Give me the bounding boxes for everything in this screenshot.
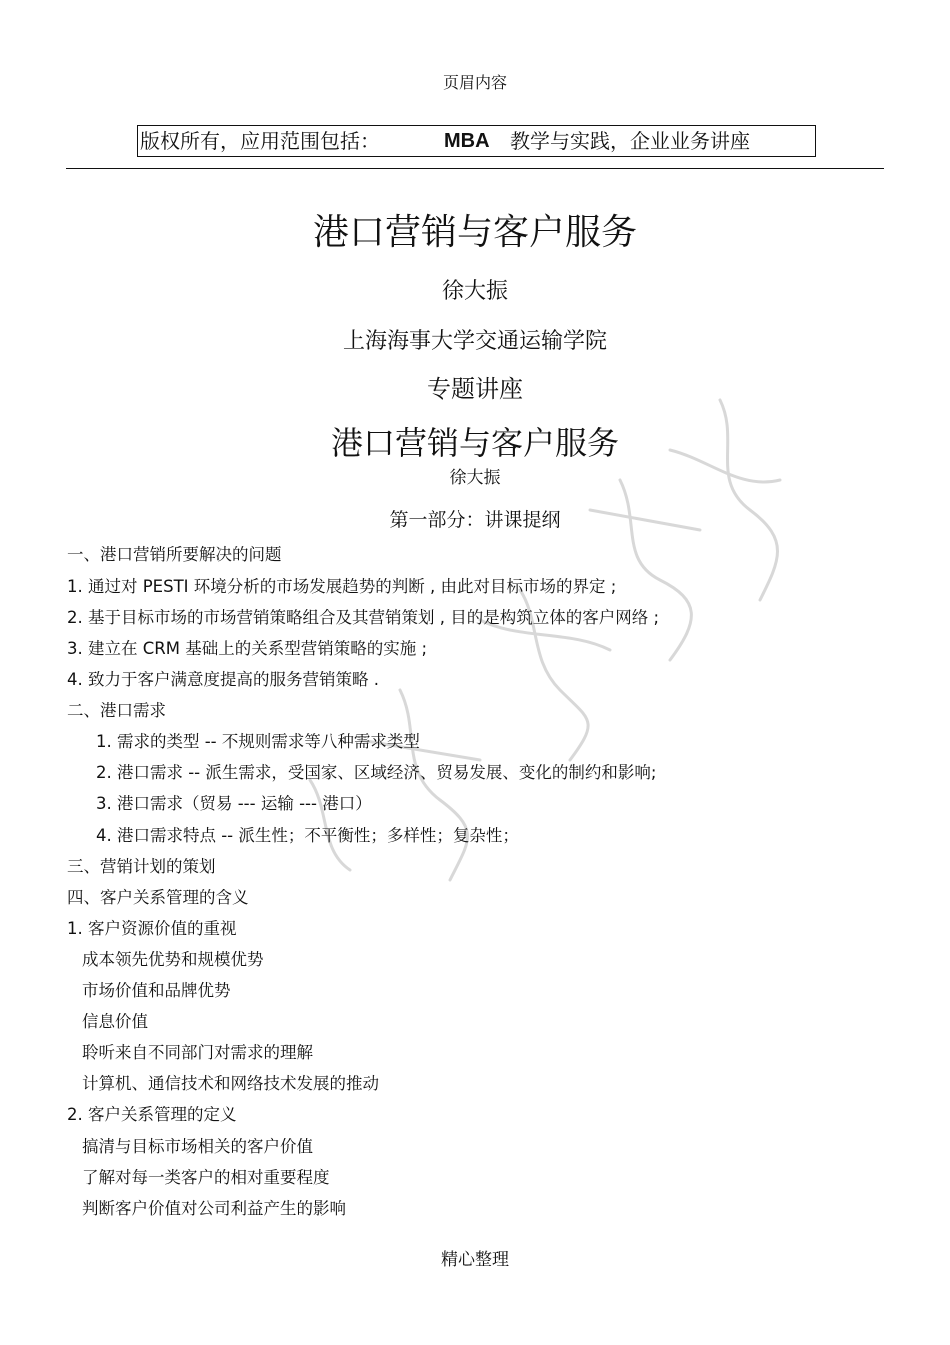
outline-line: 2. 港口需求 -- 派生需求，受国家、区域经济、贸易发展、变化的制约和影响; [96, 763, 657, 782]
outline-line: 2. 客户关系管理的定义 [67, 1105, 237, 1124]
outline-line: 1. 客户资源价值的重视 [67, 919, 237, 938]
copyright-banner [137, 125, 816, 157]
outline-line: 搞清与目标市场相关的客户价值 [82, 1137, 313, 1156]
document-title: 港口营销与客户服务 [312, 212, 637, 253]
outline-line: 信息价值 [82, 1012, 148, 1031]
header-divider [66, 168, 884, 169]
outline-line: 市场价值和品牌优势 [82, 981, 231, 1000]
outline-line: 2. 基于目标市场的市场营销策略组合及其营销策划 , 目的是构筑立体的客户网络 ; [67, 608, 660, 627]
outline-line: 计算机、通信技术和网络技术发展的推动 [82, 1074, 379, 1093]
institution-name: 上海海事大学交通运输学院 [342, 329, 607, 354]
part-heading: 第一部分：讲课提纲 [389, 509, 561, 531]
outline-line: 3. 港口需求（贸易 --- 运输 --- 港口） [96, 794, 372, 813]
outline-line: 成本领先优势和规模优势 [82, 950, 264, 969]
outline-line: 4. 致力于客户满意度提高的服务营销策略 . [67, 670, 379, 689]
page-footer: 精心整理 [441, 1250, 509, 1270]
document-title-repeat: 港口营销与客户服务 [330, 424, 619, 462]
outline-line: 判断客户价值对公司利益产生的影响 [82, 1199, 346, 1218]
lecture-type: 专题讲座 [427, 375, 523, 403]
outline-line: 4. 港口需求特点 -- 派生性；不平衡性；多样性；复杂性； [96, 826, 519, 845]
outline-line: 一、港口营销所要解决的问题 [67, 545, 282, 564]
outline-line: 3. 建立在 CRM 基础上的关系型营销策略的实施 ; [67, 639, 428, 658]
author-name-repeat: 徐大振 [449, 468, 501, 488]
banner-suffix: 教学与实践，企业业务讲座 [510, 129, 750, 153]
outline-line: 三、营销计划的策划 [67, 857, 216, 876]
outline-line: 四、客户关系管理的含义 [67, 888, 249, 907]
outline-line: 二、港口需求 [67, 701, 166, 720]
outline-line: 1. 需求的类型 -- 不规则需求等八种需求类型 [96, 732, 420, 751]
outline-line: 1. 通过对 PESTI 环境分析的市场发展趋势的判断 , 由此对目标市场的界定 ; [67, 577, 617, 596]
outline-line: 聆听来自不同部门对需求的理解 [82, 1043, 313, 1062]
outline-line: 了解对每一类客户的相对重要程度 [82, 1168, 330, 1187]
page-header: 页眉内容 [442, 73, 507, 92]
banner-prefix: 版权所有，应用范围包括： [140, 129, 380, 153]
banner-bold-text: MBA [444, 130, 490, 152]
author-name: 徐大振 [441, 279, 508, 304]
